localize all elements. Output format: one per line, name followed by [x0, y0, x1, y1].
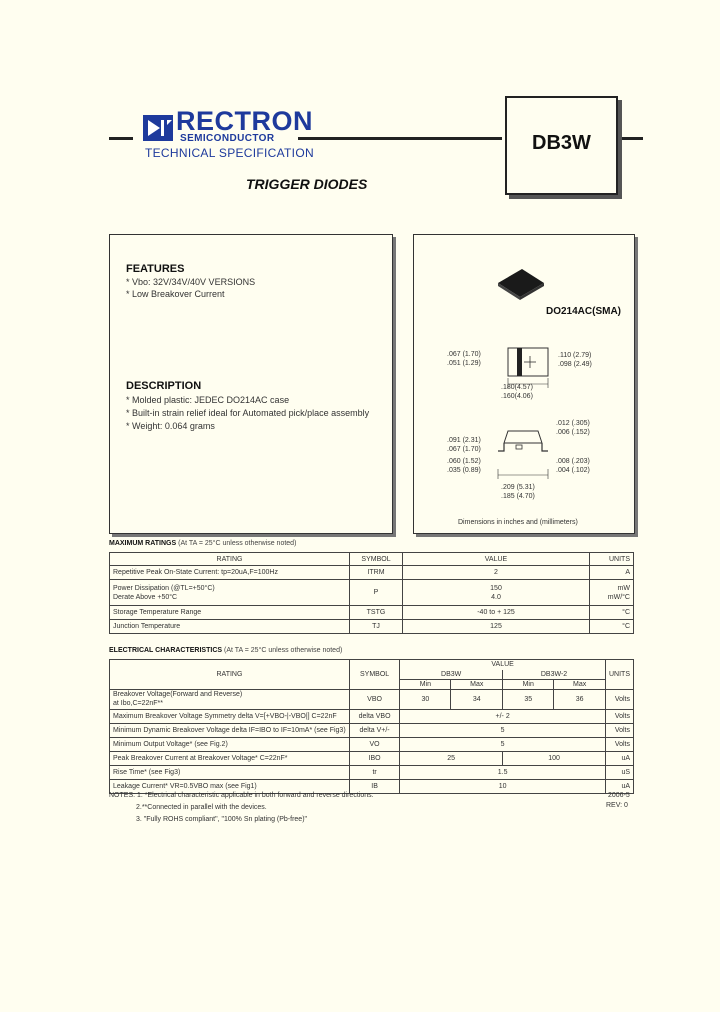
col-header: Max	[554, 679, 606, 689]
col-header: UNITS	[606, 660, 634, 690]
value-cell: 2	[403, 566, 590, 580]
rating-cell: Repetitive Peak On-State Current: tp=20uA,F=100Hz	[110, 566, 350, 580]
value-cell: 25	[400, 751, 503, 765]
max-ratings-table	[109, 552, 634, 634]
description-item: * Molded plastic: JEDEC DO214AC case	[126, 395, 290, 405]
col-header: Max	[451, 679, 503, 689]
table-row	[110, 620, 634, 634]
symbol-cell: IBO	[349, 751, 399, 765]
elec-note: (At TA = 25°C unless otherwise noted)	[224, 647, 343, 654]
note-item: 3. "Fully ROHS compliant", "100% Sn plating (Pb-free)"	[136, 816, 308, 823]
value-cell: 125	[403, 620, 590, 634]
symbol-cell: tr	[349, 765, 399, 779]
document-title: TRIGGER DIODES	[246, 176, 368, 192]
value-cell: 30	[400, 689, 451, 709]
dim-label: .185 (4.70)	[501, 493, 535, 500]
symbol-cell: IB	[349, 779, 399, 793]
value-cell: 1.5	[400, 765, 606, 779]
col-header: RATING	[110, 553, 350, 566]
table-row	[110, 580, 634, 606]
dim-label: .004 (.102)	[556, 467, 590, 474]
rectron-logo-icon	[143, 115, 173, 141]
max-ratings-note: (At TA = 25°C unless otherwise noted)	[178, 540, 297, 547]
units-cell: Volts	[606, 709, 634, 723]
header-rule-mid	[298, 137, 502, 140]
elec-table	[109, 659, 634, 794]
note-item: NOTES: 1. *Electrical characteristic applicable in both forward and reverse directions.	[109, 792, 374, 799]
units-cell: uS	[606, 765, 634, 779]
symbol-cell: ITRM	[350, 566, 403, 580]
rating-cell: Minimum Dynamic Breakover Voltage delta IF=IBO to IF=10mA* (see Fig3)	[110, 723, 350, 737]
units-cell: uA	[606, 779, 634, 793]
table-row	[110, 606, 634, 620]
rating-cell: Peak Breakover Current at Breakover Voltage* C=22nF*	[110, 751, 350, 765]
col-header: SYMBOL	[349, 660, 399, 690]
rating-cell: Storage Temperature Range	[110, 606, 350, 620]
revision-date: 2006-5	[608, 792, 630, 799]
table-header-row	[110, 660, 634, 670]
value-cell: 150 4.0	[403, 580, 590, 606]
value-cell: 10	[400, 779, 606, 793]
dim-label: .035 (0.89)	[447, 467, 481, 474]
units-cell: °C	[590, 620, 634, 634]
table-row	[110, 765, 634, 779]
col-header: DB3W-2	[503, 670, 606, 680]
header-rule-left	[109, 137, 133, 140]
symbol-cell: VO	[349, 737, 399, 751]
dim-label: .160(4.06)	[501, 393, 533, 400]
value-cell: -40 to + 125	[403, 606, 590, 620]
table-header-row	[110, 553, 634, 566]
units-cell: mW mW/°C	[590, 580, 634, 606]
table-row	[110, 723, 634, 737]
dim-label: .067 (1.70)	[447, 446, 481, 453]
rating-cell: Rise Time* (see Fig3)	[110, 765, 350, 779]
dim-label: .110 (2.79)	[558, 352, 592, 359]
description-item: * Built-in strain relief ideal for Automated pick/place assembly	[126, 408, 370, 418]
symbol-cell: VBO	[349, 689, 399, 709]
units-cell: Volts	[606, 689, 634, 709]
brand-name: RECTRON	[176, 106, 313, 136]
revision-number: REV: 0	[606, 802, 628, 809]
dim-label: .012 (.305)	[556, 420, 590, 427]
col-header: Min	[400, 679, 451, 689]
symbol-cell: delta VBO	[349, 709, 399, 723]
dim-label: .060 (1.52)	[447, 458, 481, 465]
brand-tagline: TECHNICAL SPECIFICATION	[145, 146, 314, 160]
col-header: VALUE	[403, 553, 590, 566]
dim-label: .098 (2.49)	[558, 361, 592, 368]
col-header: DB3W	[400, 670, 503, 680]
value-cell: 5	[400, 737, 606, 751]
description-item: * Weight: 0.064 grams	[126, 421, 215, 431]
note-item: 2.**Connected in parallel with the devices.	[136, 804, 267, 811]
symbol-cell: P	[350, 580, 403, 606]
units-cell: A	[590, 566, 634, 580]
units-cell: °C	[590, 606, 634, 620]
table-row	[110, 751, 634, 765]
dim-label: .209 (5.31)	[501, 484, 535, 491]
col-header: Min	[503, 679, 554, 689]
symbol-cell: TJ	[350, 620, 403, 634]
elec-title: ELECTRICAL CHARACTERISTICS (At TA = 25°C unless otherwise noted)	[109, 647, 343, 654]
feature-item: * Low Breakover Current	[126, 289, 225, 299]
symbol-cell: TSTG	[350, 606, 403, 620]
col-header: UNITS	[590, 553, 634, 566]
package-side-view-drawing	[496, 423, 556, 485]
dim-label: .180(4.57)	[501, 384, 533, 391]
features-panel	[109, 234, 393, 534]
table-row	[110, 737, 634, 751]
dimensions-caption: Dimensions in inches and (millimeters)	[458, 519, 578, 526]
dim-label: .008 (.203)	[556, 458, 590, 465]
table-row	[110, 689, 634, 709]
feature-item: * Vbo: 32V/34V/40V VERSIONS	[126, 277, 256, 287]
table-row	[110, 566, 634, 580]
table-row	[110, 709, 634, 723]
col-header: SYMBOL	[350, 553, 403, 566]
dim-label: .051 (1.29)	[447, 360, 481, 367]
units-cell: Volts	[606, 723, 634, 737]
rating-cell: Minimum Output Voltage* (see Fig.2)	[110, 737, 350, 751]
value-cell: 35	[503, 689, 554, 709]
rating-cell: Breakover Voltage(Forward and Reverse) at Ibo,C=22nF**	[110, 689, 350, 709]
package-panel	[413, 234, 635, 534]
units-cell: Volts	[606, 737, 634, 751]
value-cell: 34	[451, 689, 503, 709]
part-number-box	[505, 96, 618, 195]
brand-division: SEMICONDUCTOR	[180, 133, 275, 144]
value-cell: 36	[554, 689, 606, 709]
value-cell: 100	[503, 751, 606, 765]
units-cell: uA	[606, 751, 634, 765]
col-header: RATING	[110, 660, 350, 690]
max-ratings-title: MAXIMUM RATINGS (At TA = 25°C unless otherwise noted)	[109, 540, 297, 547]
description-heading: DESCRIPTION	[126, 380, 202, 392]
header-rule-right	[619, 137, 643, 140]
package-name: DO214AC(SMA)	[546, 306, 622, 317]
rating-cell: Leakage Current* VR=0.5VBO max (see Fig1)	[110, 779, 350, 793]
rating-cell: Maximum Breakover Voltage Symmetry delta V=[+VBO-|-VBO|] C=22nF	[110, 709, 350, 723]
value-cell: +/- 2	[400, 709, 606, 723]
symbol-cell: delta V+/-	[349, 723, 399, 737]
dim-label: .067 (1.70)	[447, 351, 481, 358]
part-number: DB3W	[532, 132, 591, 154]
features-heading: FEATURES	[126, 263, 185, 275]
value-cell: 5	[400, 723, 606, 737]
package-image	[496, 265, 546, 301]
col-header: VALUE	[400, 660, 606, 670]
dim-label: .091 (2.31)	[447, 437, 481, 444]
dim-label: .006 (.152)	[556, 429, 590, 436]
rating-cell: Power Dissipation (@TL=+50°C) Derate Above +50°C	[110, 580, 350, 606]
rating-cell: Junction Temperature	[110, 620, 350, 634]
